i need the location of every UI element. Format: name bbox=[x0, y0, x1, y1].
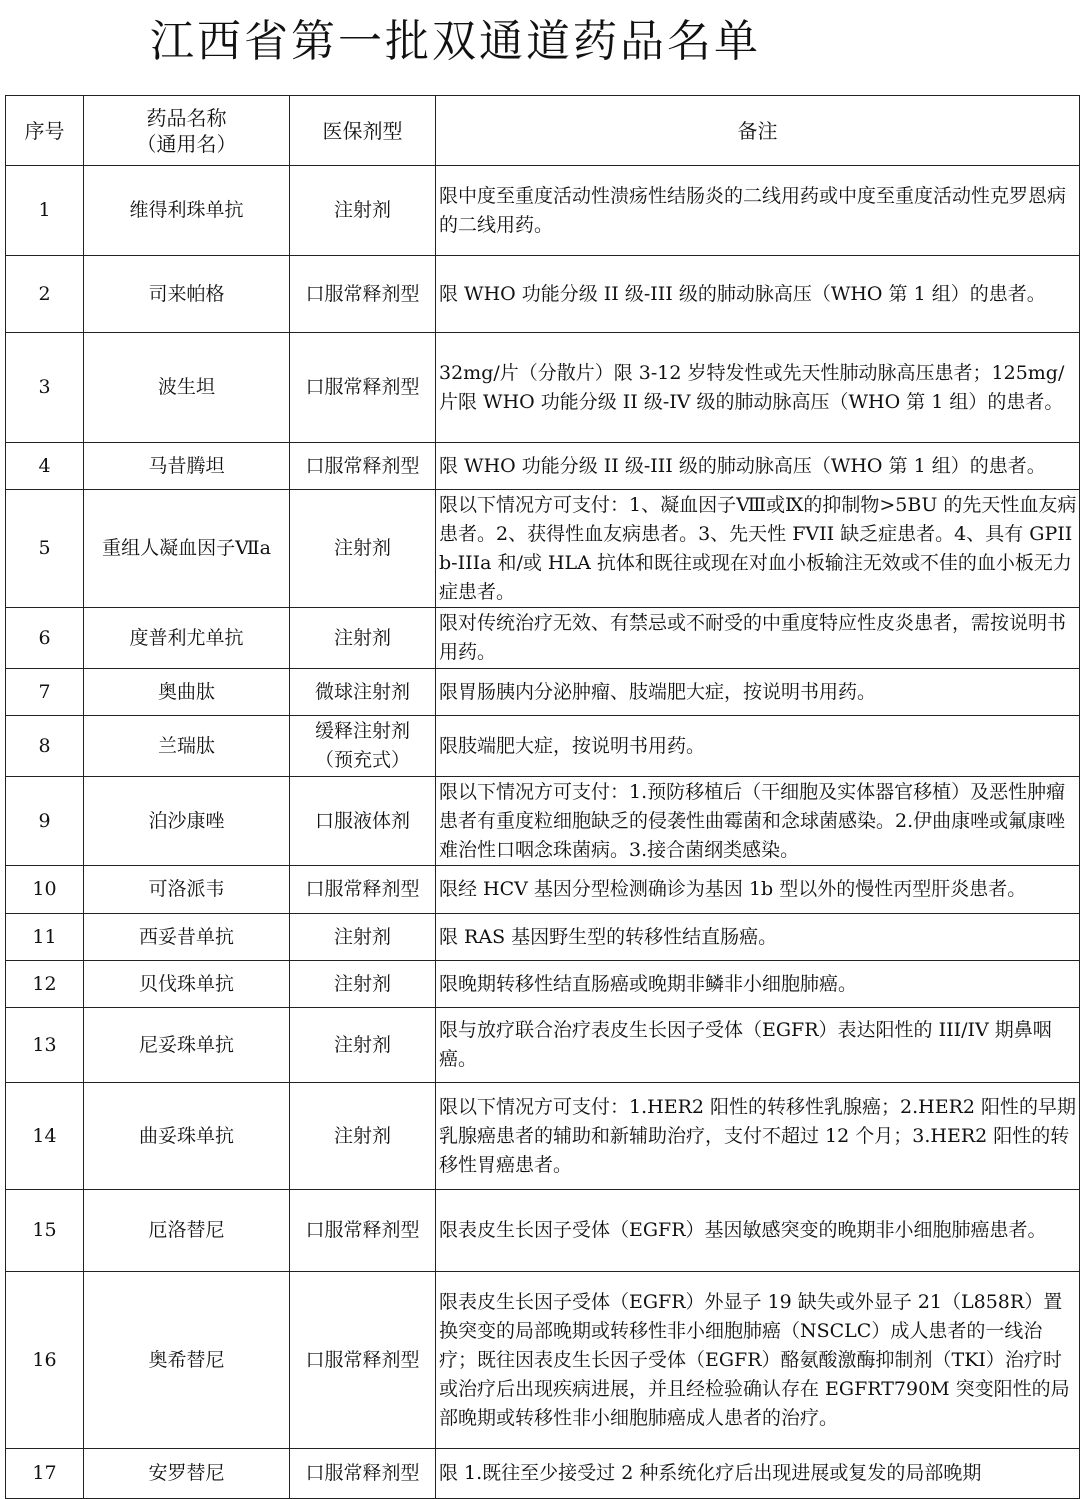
drug-name: 度普利尤单抗 bbox=[84, 608, 290, 669]
row-index: 12 bbox=[6, 961, 84, 1008]
drug-name: 兰瑞肽 bbox=[84, 716, 290, 777]
header-note: 备注 bbox=[436, 96, 1080, 166]
row-index: 2 bbox=[6, 256, 84, 333]
drug-name: 奥希替尼 bbox=[84, 1272, 290, 1449]
note-cell: 限 WHO 功能分级 II 级-III 级的肺动脉高压（WHO 第 1 组）的患者。 bbox=[436, 443, 1080, 490]
drug-name: 尼妥珠单抗 bbox=[84, 1008, 290, 1083]
row-index: 3 bbox=[6, 333, 84, 443]
drug-list-table bbox=[5, 95, 1080, 1499]
table-header-row bbox=[6, 96, 1080, 166]
row-index: 10 bbox=[6, 866, 84, 914]
note-cell: 限胃肠胰内分泌肿瘤、肢端肥大症，按说明书用药。 bbox=[436, 669, 1080, 716]
row-index: 7 bbox=[6, 669, 84, 716]
note-cell: 限以下情况方可支付：1.HER2 阳性的转移性乳腺癌；2.HER2 阳性的早期乳腺癌患者的辅助和新辅助治疗，支付不超过 12 个月；3.HER2 阳性的转移性胃癌患者。 bbox=[436, 1083, 1080, 1190]
note-cell: 限以下情况方可支付：1、凝血因子Ⅷ或Ⅸ的抑制物>5BU 的先天性血友病患者。2、获得性血友病患者。3、先天性 FVII 缺乏症患者。4、具有 GPIIb-IIIa 和/或 HLA 抗体和既往或现在对血小板输注无效或不佳的血小板无力症患者。 bbox=[436, 490, 1080, 608]
dosage-form: 注射剂 bbox=[290, 1083, 436, 1190]
dosage-form: 注射剂 bbox=[290, 166, 436, 256]
table-row bbox=[6, 333, 1080, 443]
table-row bbox=[6, 443, 1080, 490]
header-index: 序号 bbox=[6, 96, 84, 166]
note-cell: 限 1.既往至少接受过 2 种系统化疗后出现进展或复发的局部晚期 bbox=[436, 1449, 1080, 1499]
row-index: 4 bbox=[6, 443, 84, 490]
row-index: 8 bbox=[6, 716, 84, 777]
header-dosage-form: 医保剂型 bbox=[290, 96, 436, 166]
dosage-form: 注射剂 bbox=[290, 961, 436, 1008]
table-row bbox=[6, 1190, 1080, 1272]
drug-name: 贝伐珠单抗 bbox=[84, 961, 290, 1008]
note-cell: 限表皮生长因子受体（EGFR）基因敏感突变的晚期非小细胞肺癌患者。 bbox=[436, 1190, 1080, 1272]
table-row bbox=[6, 256, 1080, 333]
note-cell: 限晚期转移性结直肠癌或晚期非鳞非小细胞肺癌。 bbox=[436, 961, 1080, 1008]
table-row bbox=[6, 608, 1080, 669]
note-cell: 限 RAS 基因野生型的转移性结直肠癌。 bbox=[436, 914, 1080, 961]
dosage-form: 注射剂 bbox=[290, 914, 436, 961]
header-drug-name-line1: 药品名称 bbox=[146, 105, 227, 130]
row-index: 11 bbox=[6, 914, 84, 961]
table-row bbox=[6, 490, 1080, 608]
dosage-form bbox=[290, 716, 436, 777]
table-row bbox=[6, 777, 1080, 866]
row-index: 1 bbox=[6, 166, 84, 256]
note-cell: 限以下情况方可支付：1.预防移植后（干细胞及实体器官移植）及恶性肿瘤患者有重度粒细胞缺乏的侵袭性曲霉菌和念球菌感染。2.伊曲康唑或氟康唑难治性口咽念珠菌病。3.接合菌纲类感染。 bbox=[436, 777, 1080, 866]
dosage-form: 口服常释剂型 bbox=[290, 866, 436, 914]
dosage-form-line1: 缓释注射剂 bbox=[314, 720, 410, 742]
row-index: 17 bbox=[6, 1449, 84, 1499]
drug-name: 可洛派韦 bbox=[84, 866, 290, 914]
note-cell: 限中度至重度活动性溃疡性结肠炎的二线用药或中度至重度活动性克罗恩病的二线用药。 bbox=[436, 166, 1080, 256]
table-row bbox=[6, 1449, 1080, 1499]
note-cell: 限与放疗联合治疗表皮生长因子受体（EGFR）表达阳性的 III/IV 期鼻咽癌。 bbox=[436, 1008, 1080, 1083]
drug-name: 曲妥珠单抗 bbox=[84, 1083, 290, 1190]
row-index: 6 bbox=[6, 608, 84, 669]
drug-name: 重组人凝血因子Ⅶa bbox=[84, 490, 290, 608]
dosage-form: 口服常释剂型 bbox=[290, 333, 436, 443]
note-cell: 限经 HCV 基因分型检测确诊为基因 1b 型以外的慢性丙型肝炎患者。 bbox=[436, 866, 1080, 914]
table-row bbox=[6, 1083, 1080, 1190]
dosage-form: 微球注射剂 bbox=[290, 669, 436, 716]
drug-name: 西妥昔单抗 bbox=[84, 914, 290, 961]
table-row bbox=[6, 961, 1080, 1008]
header-drug-name bbox=[84, 96, 290, 166]
note-cell: 限表皮生长因子受体（EGFR）外显子 19 缺失或外显子 21（L858R）置换突变的局部晚期或转移性非小细胞肺癌（NSCLC）成人患者的一线治疗；既往因表皮生长因子受体（EGFR）酪氨酸激酶抑制剂（TKI）治疗时或治疗后出现疾病进展，并且经检验确认存在 EGFRT790M 突变阳性的局部晚期或转移性非小细胞肺癌成人患者的治疗。 bbox=[436, 1272, 1080, 1449]
row-index: 9 bbox=[6, 777, 84, 866]
page-title: 江西省第一批双通道药品名单 bbox=[150, 16, 761, 67]
dosage-form: 口服常释剂型 bbox=[290, 443, 436, 490]
header-drug-name-line2: （通用名） bbox=[136, 131, 237, 156]
drug-name: 厄洛替尼 bbox=[84, 1190, 290, 1272]
dosage-form: 注射剂 bbox=[290, 608, 436, 669]
dosage-form-line2: （预充式） bbox=[314, 749, 410, 771]
table-row bbox=[6, 866, 1080, 914]
table-row bbox=[6, 1008, 1080, 1083]
note-cell: 限肢端肥大症，按说明书用药。 bbox=[436, 716, 1080, 777]
row-index: 16 bbox=[6, 1272, 84, 1449]
note-cell: 限 WHO 功能分级 II 级-III 级的肺动脉高压（WHO 第 1 组）的患者。 bbox=[436, 256, 1080, 333]
dosage-form: 注射剂 bbox=[290, 490, 436, 608]
row-index: 15 bbox=[6, 1190, 84, 1272]
drug-name: 泊沙康唑 bbox=[84, 777, 290, 866]
dosage-form: 口服常释剂型 bbox=[290, 256, 436, 333]
drug-name: 司来帕格 bbox=[84, 256, 290, 333]
note-cell: 限对传统治疗无效、有禁忌或不耐受的中重度特应性皮炎患者，需按说明书用药。 bbox=[436, 608, 1080, 669]
table-row bbox=[6, 1272, 1080, 1449]
drug-name: 维得利珠单抗 bbox=[84, 166, 290, 256]
table-row bbox=[6, 914, 1080, 961]
drug-name: 安罗替尼 bbox=[84, 1449, 290, 1499]
dosage-form: 口服液体剂 bbox=[290, 777, 436, 866]
row-index: 14 bbox=[6, 1083, 84, 1190]
drug-name: 奥曲肽 bbox=[84, 669, 290, 716]
drug-name: 波生坦 bbox=[84, 333, 290, 443]
note-cell: 32mg/片（分散片）限 3-12 岁特发性或先天性肺动脉高压患者；125mg/片限 WHO 功能分级 II 级-IV 级的肺动脉高压（WHO 第 1 组）的患者。 bbox=[436, 333, 1080, 443]
row-index: 13 bbox=[6, 1008, 84, 1083]
dosage-form: 注射剂 bbox=[290, 1008, 436, 1083]
table-row bbox=[6, 716, 1080, 777]
dosage-form: 口服常释剂型 bbox=[290, 1190, 436, 1272]
row-index: 5 bbox=[6, 490, 84, 608]
drug-name: 马昔腾坦 bbox=[84, 443, 290, 490]
table-row bbox=[6, 166, 1080, 256]
table-row bbox=[6, 669, 1080, 716]
dosage-form: 口服常释剂型 bbox=[290, 1449, 436, 1499]
dosage-form: 口服常释剂型 bbox=[290, 1272, 436, 1449]
